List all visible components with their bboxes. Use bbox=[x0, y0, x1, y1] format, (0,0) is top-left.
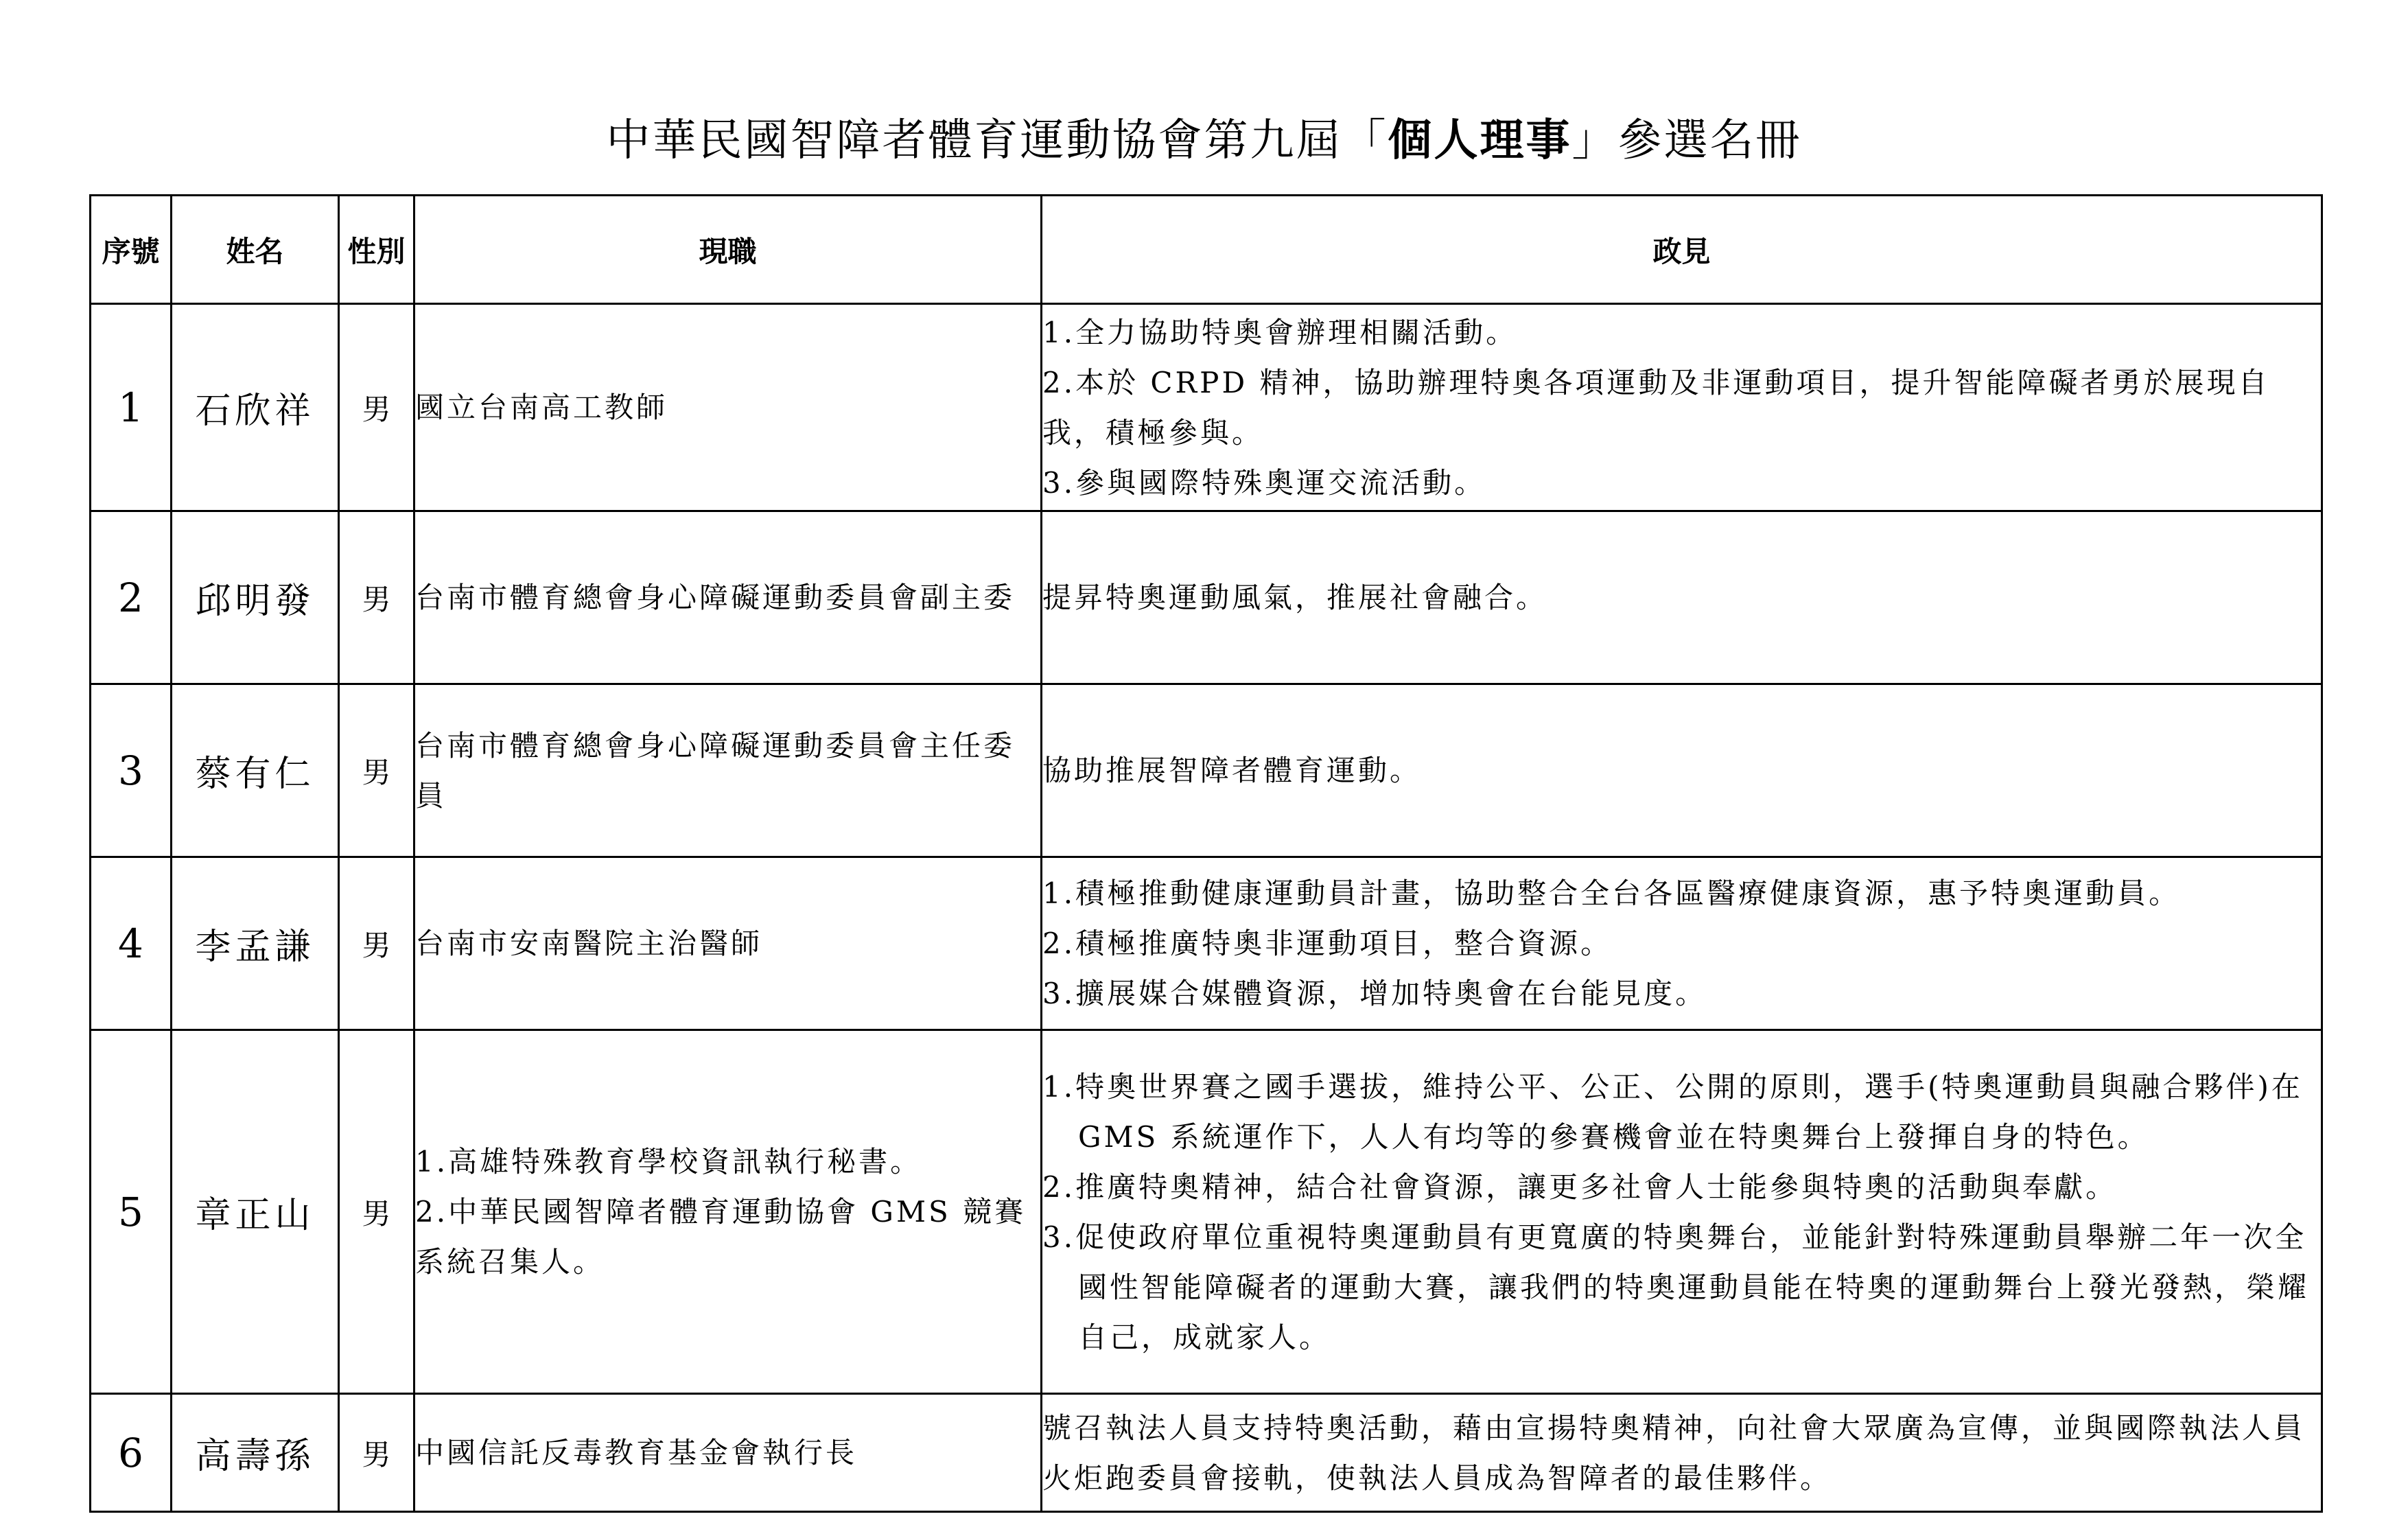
views-line: 1.特奧世界賽之國手選拔，維持公平、公正、公開的原則，選手(特奧運動員與融合夥伴)在 GMS 系統運作下，人人有均等的參賽機會並在特奧舞台上發揮自身的特色。 bbox=[1042, 1069, 2303, 1154]
row-views bbox=[1042, 1030, 2322, 1394]
title-bold: 個人理事 bbox=[1388, 115, 1572, 166]
row-gender: 男 bbox=[339, 511, 414, 684]
row-seq: 5 bbox=[91, 1030, 172, 1394]
row-gender: 男 bbox=[339, 1394, 414, 1512]
row-job bbox=[414, 1030, 1042, 1394]
row-job bbox=[414, 857, 1042, 1030]
title-prefix: 中華民國智障者體育運動協會第九屆「 bbox=[606, 115, 1388, 166]
row-seq: 4 bbox=[91, 857, 172, 1030]
job-line: 中國信託反毒教育基金會執行長 bbox=[415, 1436, 858, 1469]
views-line: 1.全力協助特奧會辦理相關活動。 bbox=[1042, 315, 1518, 349]
header-gender: 性別 bbox=[339, 196, 414, 304]
row-views bbox=[1042, 684, 2322, 857]
table-row bbox=[91, 1030, 2322, 1394]
header-name: 姓名 bbox=[172, 196, 339, 304]
row-seq: 2 bbox=[91, 511, 172, 684]
table-row bbox=[91, 684, 2322, 857]
views-line: 2.推廣特奧精神，結合社會資源，讓更多社會人士能參與特奧的活動與奉獻。 bbox=[1042, 1170, 2118, 1204]
row-gender: 男 bbox=[339, 684, 414, 857]
row-name: 邱明發 bbox=[172, 511, 339, 684]
views-line: 號召執法人員支持特奧活動，藉由宣揚特奧精神，向社會大眾廣為宣傳，並與國際執法人員火炬跑委員會接軌，使執法人員成為智障者的最佳夥伴。 bbox=[1042, 1410, 2306, 1495]
title-suffix: 」參選名冊 bbox=[1571, 115, 1802, 166]
header-job: 現職 bbox=[414, 196, 1042, 304]
row-views bbox=[1042, 1394, 2322, 1512]
document-title bbox=[0, 110, 2408, 172]
row-job bbox=[414, 1394, 1042, 1512]
views-line: 3.擴展媒合媒體資源，增加特奧會在台能見度。 bbox=[1042, 977, 1707, 1010]
table-row bbox=[91, 511, 2322, 684]
job-line: 台南市安南醫院主治醫師 bbox=[415, 927, 763, 960]
row-job bbox=[414, 511, 1042, 684]
row-job bbox=[414, 304, 1042, 511]
row-seq: 1 bbox=[91, 304, 172, 511]
views-line: 協助推展智障者體育運動。 bbox=[1042, 754, 1422, 787]
row-name: 高壽孫 bbox=[172, 1394, 339, 1512]
views-line: 提昇特奧運動風氣，推展社會融合。 bbox=[1042, 581, 1548, 614]
row-seq: 3 bbox=[91, 684, 172, 857]
header-views: 政見 bbox=[1042, 196, 2322, 304]
row-views bbox=[1042, 304, 2322, 511]
views-line: 2.本於 CRPD 精神，協助辦理特奧各項運動及非運動項目，提升智能障礙者勇於展現自我，積極參與。 bbox=[1042, 365, 2270, 450]
job-line: 1.高雄特殊教育學校資訊執行秘書。 bbox=[415, 1145, 922, 1178]
table-row bbox=[91, 1394, 2322, 1512]
views-line: 2.積極推廣特奧非運動項目，整合資源。 bbox=[1042, 927, 1613, 960]
row-views bbox=[1042, 857, 2322, 1030]
views-line: 3.參與國際特殊奧運交流活動。 bbox=[1042, 465, 1486, 500]
job-line: 2.中華民國智障者體育運動協會 GMS 競賽系統召集人。 bbox=[415, 1195, 1027, 1279]
row-name: 章正山 bbox=[172, 1030, 339, 1394]
views-line: 1.積極推動健康運動員計畫，協助整合全台各區醫療健康資源，惠予特奧運動員。 bbox=[1042, 876, 2181, 910]
job-line: 國立台南高工教師 bbox=[415, 391, 668, 424]
views-line: 3.促使政府單位重視特奧運動員有更寬廣的特奧舞台，並能針對特殊運動員舉辦二年一次全國性智能障礙者的運動大賽，讓我們的特奧運動員能在特奧的運動舞台上發光發熱，榮耀自己，成就家人。 bbox=[1042, 1220, 2310, 1354]
row-seq: 6 bbox=[91, 1394, 172, 1512]
row-job bbox=[414, 684, 1042, 857]
row-gender: 男 bbox=[339, 1030, 414, 1394]
job-line: 台南市體育總會身心障礙運動委員會主任委員 bbox=[415, 728, 1016, 813]
table-row bbox=[91, 304, 2322, 511]
job-line: 台南市體育總會身心障礙運動委員會副主委 bbox=[415, 581, 1016, 614]
row-name: 蔡有仁 bbox=[172, 684, 339, 857]
row-gender: 男 bbox=[339, 304, 414, 511]
table-header-row bbox=[91, 196, 2322, 304]
row-name: 李孟謙 bbox=[172, 857, 339, 1030]
row-gender: 男 bbox=[339, 857, 414, 1030]
table-row bbox=[91, 857, 2322, 1030]
candidate-table bbox=[89, 194, 2323, 1513]
header-seq: 序號 bbox=[91, 196, 172, 304]
row-views bbox=[1042, 511, 2322, 684]
row-name: 石欣祥 bbox=[172, 304, 339, 511]
